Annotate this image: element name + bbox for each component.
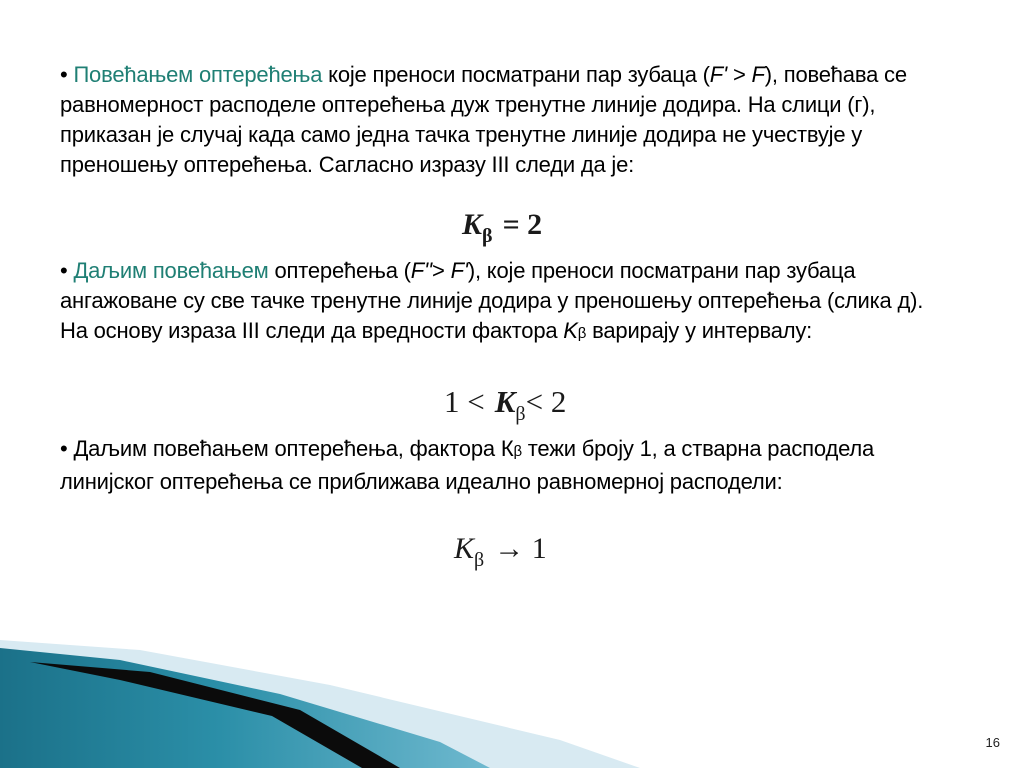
formula-left: 1 < (444, 384, 485, 419)
formula-subscript: β (515, 403, 526, 425)
paragraph-text: ), које преноси посматрани пар зубаца ангажоване су све тачке тренутне линије додира у преношењу оптерећења (слика д). На основу израза III следи да вредности фактора (60, 258, 924, 343)
paragraph-text: Даљим повећањем оптерећења, фактора К (73, 436, 514, 461)
bullet: • (60, 258, 68, 283)
bullet: • (60, 62, 68, 87)
formula-subscript: β (482, 225, 493, 247)
k-symbol: K (563, 318, 578, 343)
paragraph-text: > (727, 62, 752, 87)
math-symbol: F' (450, 258, 468, 283)
k-subscript: β (577, 325, 587, 342)
formula-k-symbol: K (494, 384, 516, 419)
k-subscript: β (513, 443, 522, 460)
paragraph-text: које преноси посматрани пар зубаца ( (322, 62, 710, 87)
paragraph-text: ), повећава се равномерност расподеле оптерећења дуж тренутне линије додира. На слици (г), приказан је случај када само једна тачка тренутне линије додира не учествује у преношењу оптерећења. Сагласно изразу III следи да је: (60, 62, 907, 177)
paragraph-text: тежи броју 1, а стварна расподела линијског оптерећења се приближава идеално равномерној расподели: (60, 436, 875, 494)
formula-k-symbol: K (462, 208, 483, 241)
formula-rest: < 2 (525, 384, 567, 419)
highlight-text: Повећањем оптерећења (73, 62, 323, 87)
paragraph-text: > (432, 258, 451, 283)
page-number: 16 (985, 735, 1000, 750)
paragraph-text: оптерећења ( (268, 258, 411, 283)
formula-rest: = 2 (502, 208, 543, 241)
formula-rest: → 1 (494, 532, 547, 565)
formula-subscript: β (474, 549, 485, 571)
paragraph-text: варирају у интервалу: (586, 318, 813, 343)
bullet: • (60, 436, 68, 461)
formula-k-symbol: K (454, 532, 475, 565)
highlight-text: Даљим повећањем (73, 258, 269, 283)
math-symbol: F (751, 62, 765, 87)
math-symbol: F'' (410, 258, 433, 283)
math-symbol: F' (709, 62, 728, 87)
